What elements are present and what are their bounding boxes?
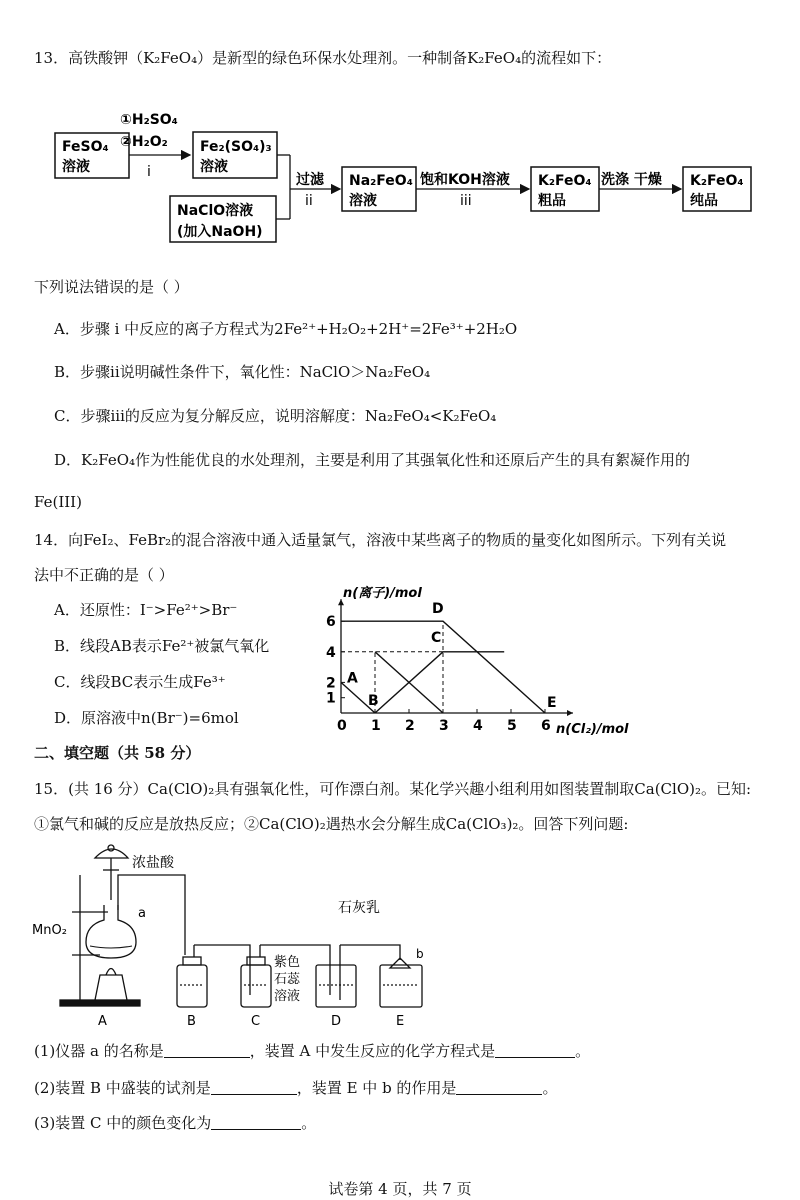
- chart-x-axis-label: n(Cl₂)/mol: [556, 722, 629, 737]
- chart-point-label-c: C: [431, 629, 442, 646]
- label-b: b: [416, 947, 424, 961]
- flow-box-crude-line1: K₂FeO₄: [538, 173, 592, 189]
- q15-sub1: [34, 1041, 590, 1061]
- q13-option-d: D．K₂FeO₄作为性能优良的水处理剂，主要是利用了其强氧化性和还原后产生的具有絮凝作用的: [54, 451, 691, 469]
- flow-box-feso4-line2: 溶液: [62, 159, 90, 175]
- q14-option-d: D．原溶液中n(Br⁻)=6mol: [54, 709, 239, 727]
- chart-x-tick-label: 1: [371, 718, 381, 734]
- q13-option-b: B．步骤ii说明碱性条件下，氧化性：NaClO＞Na₂FeO₄: [54, 363, 431, 381]
- q14-option-b: B．线段AB表示Fe²⁺被氯气氧化: [54, 637, 270, 655]
- chart-y-axis-label: n(离子)/mol: [343, 586, 422, 601]
- answer-blank-1[interactable]: [164, 1043, 250, 1058]
- q15-sub2: [34, 1078, 557, 1098]
- alcohol-lamp: [95, 975, 127, 1000]
- chart-point-label-e: E: [547, 695, 557, 711]
- label-litmus-3: 溶液: [274, 989, 301, 1004]
- q15-sub1-text-a: (1)仪器 a 的名称是: [34, 1042, 164, 1060]
- q15-sub3-text-b: 。: [301, 1114, 317, 1132]
- flow-box-crude-line2: 粗品: [538, 193, 566, 209]
- q15-line2: ①氯气和碱的反应是放热反应；②Ca(ClO)₂遇热水会分解生成Ca(ClO₃)₂。回答下列问题:: [34, 815, 629, 833]
- flow-filter: 过滤: [296, 172, 324, 188]
- answer-blank-2[interactable]: [495, 1043, 575, 1058]
- flow-box-na2feo4-line1: Na₂FeO₄: [349, 173, 413, 189]
- chart-x-tick-label: 3: [439, 718, 449, 734]
- chart-y-tick-label: 6: [326, 614, 336, 631]
- device-label-b: B: [187, 1014, 196, 1029]
- flask: [86, 905, 136, 958]
- q15-sub1-text-b: ，装置 A 中发生反应的化学方程式是: [249, 1042, 496, 1060]
- q15-sub2-text-b: ，装置 E 中 b 的作用是: [296, 1079, 457, 1097]
- section2-title: 二、填空题（共 58 分）: [34, 744, 201, 762]
- q15-sub2-text-c: 。: [542, 1079, 558, 1097]
- label-a: a: [138, 906, 146, 921]
- chart-y-tick-label: 1: [326, 690, 336, 707]
- chart-x-tick-label: 0: [337, 718, 347, 734]
- q15-line1: 15．(共 16 分）Ca(ClO)₂具有强氧化性，可作漂白剂。某化学兴趣小组利用如图装置制取Ca(ClO)₂。已知:: [34, 780, 752, 798]
- flow-wash-dry: 洗涤 干燥: [601, 172, 662, 188]
- flow-box-pure-line1: K₂FeO₄: [690, 173, 744, 189]
- flow-step-iii: iii: [460, 193, 472, 209]
- flow-step-i: i: [147, 164, 151, 180]
- q13-question: 下列说法错误的是（ ）: [34, 278, 189, 296]
- q13-option-a: A．步骤 i 中反应的离子方程式为2Fe²⁺+H₂O₂+2H⁺=2Fe³⁺+2H₂O: [54, 320, 518, 338]
- q13-option-d-cont: Fe(III): [34, 493, 82, 511]
- answer-blank-5[interactable]: [211, 1115, 301, 1130]
- device-label-c: C: [251, 1014, 261, 1029]
- flow-box-fe2so43-line2: 溶液: [200, 159, 228, 175]
- label-litmus-2: 石蕊: [274, 972, 301, 987]
- q14-option-a: A．还原性：I⁻>Fe²⁺>Br⁻: [54, 601, 238, 619]
- q14-stem-line2: 法中不正确的是（ ）: [34, 566, 174, 584]
- flow-box-naclo-line1: NaClO溶液: [177, 203, 254, 219]
- label-conc-hcl: 浓盐酸: [132, 855, 174, 871]
- q15-sub3-text-a: (3)装置 C 中的颜色变化为: [34, 1114, 212, 1132]
- chart-x-tick-label: 4: [473, 718, 483, 734]
- stand-base: [60, 1000, 140, 1006]
- chart-point-label-d: D: [432, 601, 444, 618]
- label-mno2: MnO₂: [32, 923, 67, 938]
- chart-point-label-a: A: [347, 670, 358, 687]
- q13-option-c: C．步骤iii的反应为复分解反应，说明溶解度：Na₂FeO₄<K₂FeO₄: [54, 407, 497, 425]
- page-footer: 试卷第 4 页，共 7 页: [328, 1180, 472, 1198]
- label-litmus-1: 紫色: [274, 955, 301, 970]
- chart-y-tick-label: 4: [326, 644, 336, 661]
- answer-blank-4[interactable]: [456, 1080, 542, 1095]
- flow-box-fe2so43-line1: Fe₂(SO₄)₃: [200, 139, 272, 155]
- chart-x-tick-label: 2: [405, 718, 415, 734]
- q14-stem-line1: 14．向FeI₂、FeBr₂的混合溶液中通入适量氯气，溶液中某些离子的物质的量变化如图所示。下列有关说: [34, 531, 727, 549]
- q14-option-c: C．线段BC表示生成Fe³⁺: [54, 673, 226, 691]
- flow-box-na2feo4-line2: 溶液: [349, 193, 377, 209]
- flow-box-naclo-line2: (加入NaOH): [177, 224, 263, 240]
- beaker-d: [316, 965, 356, 1007]
- chart-y-tick-label: 2: [326, 675, 336, 692]
- tube-a-b: [118, 875, 185, 955]
- q13-stem: 13．高铁酸钾（K₂FeO₄）是新型的绿色环保水处理剂。一种制备K₂FeO₄的流程如下：: [34, 49, 612, 67]
- flow-box-pure-line2: 纯品: [690, 193, 718, 209]
- device-label-e: E: [396, 1014, 405, 1029]
- flow-koh: 饱和KOH溶液: [420, 172, 510, 188]
- answer-blank-3[interactable]: [211, 1080, 297, 1095]
- flow-reagent-h2so4: ①H₂SO₄: [120, 112, 178, 128]
- label-lime: 石灰乳: [338, 900, 380, 916]
- chart-x-tick-label: 5: [507, 718, 517, 734]
- bottle-c: [241, 965, 271, 1007]
- flow-box-feso4-line1: FeSO₄: [62, 139, 109, 155]
- device-label-d: D: [331, 1014, 342, 1029]
- chart-x-tick-label: 6: [541, 718, 551, 734]
- chart-point-label-b: B: [368, 693, 379, 709]
- beaker-e: [380, 965, 422, 1007]
- q15-sub1-text-c: 。: [575, 1042, 591, 1060]
- device-label-a: A: [98, 1014, 107, 1029]
- q15-sub2-text-a: (2)装置 B 中盛装的试剂是: [34, 1079, 211, 1097]
- bottle-b: [177, 965, 207, 1007]
- flow-step-ii: ii: [305, 193, 313, 209]
- flow-reagent-h2o2: ②H₂O₂: [120, 134, 168, 150]
- q15-sub3: [34, 1113, 316, 1133]
